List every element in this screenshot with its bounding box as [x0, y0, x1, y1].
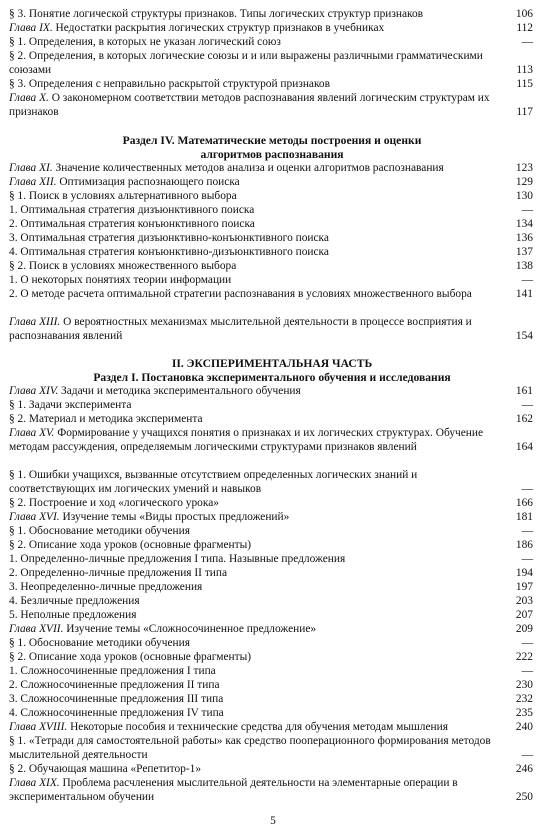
toc-entry-text: Недостатки раскрытия логических структур признаков в учебниках	[52, 22, 385, 34]
toc-entry-title	[9, 665, 535, 679]
toc-entry	[9, 260, 535, 274]
chapter-label: Глава IX.	[9, 22, 53, 34]
toc-entry-title	[9, 413, 535, 427]
toc-page-number: 250	[515, 790, 533, 803]
toc-page-number: 203	[515, 595, 533, 607]
toc-entry-text: О закономерном соответствии методов распознавания явлений логическим структурам их признаков	[9, 92, 490, 118]
toc-page-number: 186	[515, 539, 533, 551]
toc-entry-text: § 2. Определения, в которых логические союзы и и или выражены различными грамматическими союзами	[9, 50, 483, 76]
toc-entry-text: § 1. Задачи эксперимента	[9, 399, 132, 411]
section-heading: Раздел I. Постановка экспериментального обучения и исследования	[93, 371, 451, 384]
toc-entry	[9, 539, 535, 553]
toc-entry	[9, 78, 535, 92]
toc-page-number: 154	[515, 329, 533, 342]
toc-entry-text: Изучение темы «Сложносочиненное предложение»	[63, 623, 317, 635]
toc-page-number: 129	[515, 176, 533, 188]
toc-entry-title	[9, 763, 535, 777]
toc-entry	[9, 36, 535, 50]
toc-page-number: 197	[515, 581, 533, 593]
toc-entry-text: 2. Определенно-личные предложения II типа	[9, 567, 228, 579]
toc-entry	[9, 721, 535, 735]
toc-entry-text: Некоторые пособия и технические средства для обучения методам мышления	[67, 721, 448, 733]
toc-entry	[9, 651, 535, 665]
toc-page-number: —	[521, 482, 533, 495]
toc-entry-text: 5. Неполные предложения	[9, 609, 137, 621]
toc-entry	[9, 232, 535, 246]
toc-entry-title	[9, 511, 535, 525]
toc-entry-text: § 1. Поиск в условиях альтернативного выбора	[9, 190, 237, 202]
toc-page-number: —	[521, 36, 533, 48]
toc-entry	[9, 511, 535, 525]
chapter-label: Глава XVI.	[9, 511, 60, 523]
toc-entry-text: § 1. Обоснование методики обучения	[9, 637, 190, 649]
toc-entry-title	[9, 693, 535, 707]
toc-entry	[9, 162, 535, 176]
toc-page-number: —	[521, 553, 533, 565]
toc-entry-title	[9, 274, 535, 288]
toc-entry	[9, 595, 535, 609]
toc-page-number: 246	[515, 763, 533, 775]
toc-page-number: 162	[515, 413, 533, 425]
toc-page-number: 138	[515, 260, 533, 272]
toc-entry	[9, 176, 535, 190]
section-heading: алгоритмов распознавания	[200, 148, 344, 161]
toc-page-number: 230	[515, 679, 533, 691]
toc-entry-title	[9, 190, 535, 204]
toc-entry-text: Оптимизация распознающего поиска	[56, 176, 240, 188]
toc-entry	[9, 497, 535, 511]
toc-entry-text: 1. Сложносочиненные предложения I типа	[9, 665, 216, 677]
toc-entry-title	[9, 553, 535, 567]
toc-entry-title	[9, 679, 535, 693]
toc-entry-title	[9, 721, 535, 735]
toc-entry-text: 4. Оптимальная стратегия конъюнктивно-дизъюнктивного поиска	[9, 246, 329, 258]
toc-entry-title	[9, 22, 535, 36]
toc-entry	[9, 609, 535, 623]
toc-entry-title	[9, 8, 535, 22]
toc-entry-title	[9, 218, 535, 232]
section-heading: II. ЭКСПЕРИМЕНТАЛЬНАЯ ЧАСТЬ	[171, 357, 373, 370]
toc-entry-text: § 1. «Тетради для самостоятельной работы» как средство пооперационного формирования методов мыслительной деятельности	[9, 735, 491, 761]
toc-page-number: 166	[515, 497, 533, 509]
toc-entry-title	[9, 399, 535, 413]
toc-page-number: —	[521, 665, 533, 677]
toc-entry	[9, 50, 535, 77]
toc-entry-title	[9, 427, 535, 454]
section-heading: Раздел IV. Математические методы построения и оценки	[122, 134, 422, 147]
toc-entry	[9, 427, 535, 454]
toc-entry	[9, 190, 535, 204]
toc-page-number: 194	[515, 567, 533, 579]
toc-page-number: 141	[515, 288, 533, 300]
toc-entry-text: § 2. Поиск в условиях множественного выбора	[9, 260, 237, 272]
toc-page-number: 113	[516, 63, 533, 76]
toc-entry-title	[9, 609, 535, 623]
toc-entry-text: § 1. Определения, в которых не указан логический союз	[9, 36, 281, 48]
toc-entry-title	[9, 260, 535, 274]
toc-entry	[9, 385, 535, 399]
toc-entry	[9, 288, 535, 302]
toc-entry	[9, 92, 535, 119]
toc-entry	[9, 469, 535, 496]
toc-entry-title	[9, 637, 535, 651]
toc-entry	[9, 246, 535, 260]
toc-page-number: —	[521, 274, 533, 286]
toc-entry-text: § 2. Построение и ход «логического урока»	[9, 497, 219, 509]
toc-page-number: 137	[515, 246, 533, 258]
page-number: 5	[270, 815, 276, 827]
toc-entry	[9, 623, 535, 637]
toc-entry-title	[9, 176, 535, 190]
toc-entry-title	[9, 707, 535, 721]
toc-entry-title	[9, 539, 535, 553]
chapter-label: Глава XVIII.	[9, 721, 68, 733]
toc-entry	[9, 581, 535, 595]
toc-entry-title	[9, 497, 535, 511]
toc-entry	[9, 637, 535, 651]
toc-entry	[9, 567, 535, 581]
toc-entry-title	[9, 525, 535, 539]
toc-entry-text: 4. Сложносочиненные предложения IV типа	[9, 707, 224, 719]
toc-entry-title	[9, 204, 535, 218]
toc-entry-title	[9, 651, 535, 665]
toc-entry	[9, 525, 535, 539]
toc-entry-text: § 1. Обоснование методики обучения	[9, 525, 190, 537]
toc-page-number: —	[521, 204, 533, 216]
toc-entry	[9, 413, 535, 427]
toc-page-number: 115	[516, 78, 533, 90]
toc-page-number: 123	[515, 162, 533, 174]
chapter-label: Глава XIX.	[9, 777, 60, 789]
toc-entry-title	[9, 623, 535, 637]
toc-entry-text: § 2. Описание хода уроков (основные фрагменты)	[9, 539, 252, 551]
toc-entry-text: § 2. Описание хода уроков (основные фрагменты)	[9, 651, 252, 663]
toc-page-number: 235	[515, 707, 533, 719]
toc-entry-title	[9, 385, 535, 399]
chapter-label: Глава XVII.	[9, 623, 64, 635]
toc-entry-text: Формирование у учащихся понятия о признаках и их логических структурах. Обучение методам рассуждения, определяемым логическими структурами признаков явлений	[9, 427, 484, 453]
toc-entry-text: О вероятностных механизмах мыслительной деятельности в процессе восприятия и распознавания явлений	[9, 316, 472, 342]
toc-entry-title	[9, 288, 535, 302]
toc-entry-text: Значение количественных методов анализа и оценки алгоритмов распознавания	[52, 162, 444, 174]
toc-page-number: 209	[515, 623, 533, 635]
toc-entry-title	[9, 316, 535, 343]
toc-page-number: —	[521, 748, 533, 761]
toc-page-number: 130	[515, 190, 533, 202]
toc-entry-title	[9, 595, 535, 609]
toc-entry	[9, 316, 535, 343]
toc-entry-title	[9, 36, 535, 50]
toc-page-number: 164	[515, 440, 533, 453]
toc-entry-text: 2. О методе расчета оптимальной стратегии распознавания в условиях множественного выбора	[9, 288, 472, 300]
toc-entry	[9, 763, 535, 777]
toc-entry-title	[9, 162, 535, 176]
toc-page-number: 232	[515, 693, 533, 705]
toc-entry-text: § 3. Понятие логической структуры признаков. Типы логических структур признаков	[9, 8, 424, 20]
toc-page-number: 117	[516, 105, 533, 118]
toc-entry-text: 1. Оптимальная стратегия дизъюнктивного поиска	[9, 204, 255, 216]
toc-entry-text: Задачи и методика экспериментального обучения	[58, 385, 301, 397]
toc-entry-text: § 1. Ошибки учащихся, вызванные отсутствием определенных логических знаний и соответствующих им логических умений и навыков	[9, 469, 418, 495]
toc-entry-title	[9, 581, 535, 595]
toc-entry-title	[9, 246, 535, 260]
toc-page-number: 134	[515, 218, 533, 230]
toc-entry	[9, 204, 535, 218]
toc-entry-text: 3. Оптимальная стратегия дизъюнктивно-конъюнктивного поиска	[9, 232, 329, 244]
toc-entry-text: § 2. Материал и методика эксперимента	[9, 413, 203, 425]
toc-entry-title	[9, 232, 535, 246]
toc-entry	[9, 274, 535, 288]
toc-entry	[9, 679, 535, 693]
toc-page-number: 112	[516, 22, 533, 34]
toc-entry-text: 1. Определенно-личные предложения I типа. Назывные предложения	[9, 553, 346, 565]
toc-entry-title	[9, 92, 535, 119]
toc-entry	[9, 218, 535, 232]
toc-entry-text: § 3. Определения с неправильно раскрытой структурой признаков	[9, 78, 330, 90]
toc-entry-text: 4. Безличные предложения	[9, 595, 140, 607]
toc-page-number: —	[521, 637, 533, 649]
toc-entry	[9, 8, 535, 22]
toc-entry-text: 3. Сложносочиненные предложения III типа	[9, 693, 224, 705]
chapter-label: Глава XIII.	[9, 316, 61, 328]
toc-entry-title	[9, 735, 535, 762]
toc-page-number: 240	[515, 721, 533, 733]
toc-entry-title	[9, 777, 535, 804]
toc-entry-text: Изучение темы «Виды простых предложений»	[59, 511, 290, 523]
toc-entry-title	[9, 567, 535, 581]
toc-entry-text: 1. О некоторых понятиях теории информации	[9, 274, 232, 286]
toc-entry	[9, 777, 535, 804]
toc-entry-text: 2. Сложносочиненные предложения II типа	[9, 679, 220, 691]
toc-entry	[9, 693, 535, 707]
toc-entry	[9, 735, 535, 762]
toc-entry-text: § 2. Обучающая машина «Репетитор-1»	[9, 763, 202, 775]
toc-entry	[9, 399, 535, 413]
toc-page-number: —	[521, 525, 533, 537]
toc-page-number: 207	[515, 609, 533, 621]
toc-entry-text: 3. Неопределенно-личные предложения	[9, 581, 203, 593]
toc-page-number: 136	[515, 232, 533, 244]
chapter-label: Глава XV.	[9, 427, 55, 439]
toc-entry-text: Проблема расчленения мыслительной деятельности на элементарные операции в экспериментальном обучении	[9, 777, 458, 803]
toc-page-number: 181	[515, 511, 533, 523]
toc-entry-title	[9, 78, 535, 92]
chapter-label: Глава XI.	[9, 162, 53, 174]
toc-entry-text: 2. Оптимальная стратегия конъюнктивного поиска	[9, 218, 255, 230]
toc-entry	[9, 22, 535, 36]
toc-entry-title	[9, 50, 535, 77]
toc-page-number: 106	[515, 8, 533, 20]
toc-entry-title	[9, 469, 535, 496]
chapter-label: Глава X.	[9, 92, 49, 104]
toc-page-number: —	[521, 399, 533, 411]
toc-entry	[9, 553, 535, 567]
toc-page-number: 222	[515, 651, 533, 663]
toc-page-number: 161	[515, 385, 533, 397]
toc-entry	[9, 665, 535, 679]
chapter-label: Глава XIV.	[9, 385, 59, 397]
toc-entry	[9, 707, 535, 721]
chapter-label: Глава XII.	[9, 176, 57, 188]
